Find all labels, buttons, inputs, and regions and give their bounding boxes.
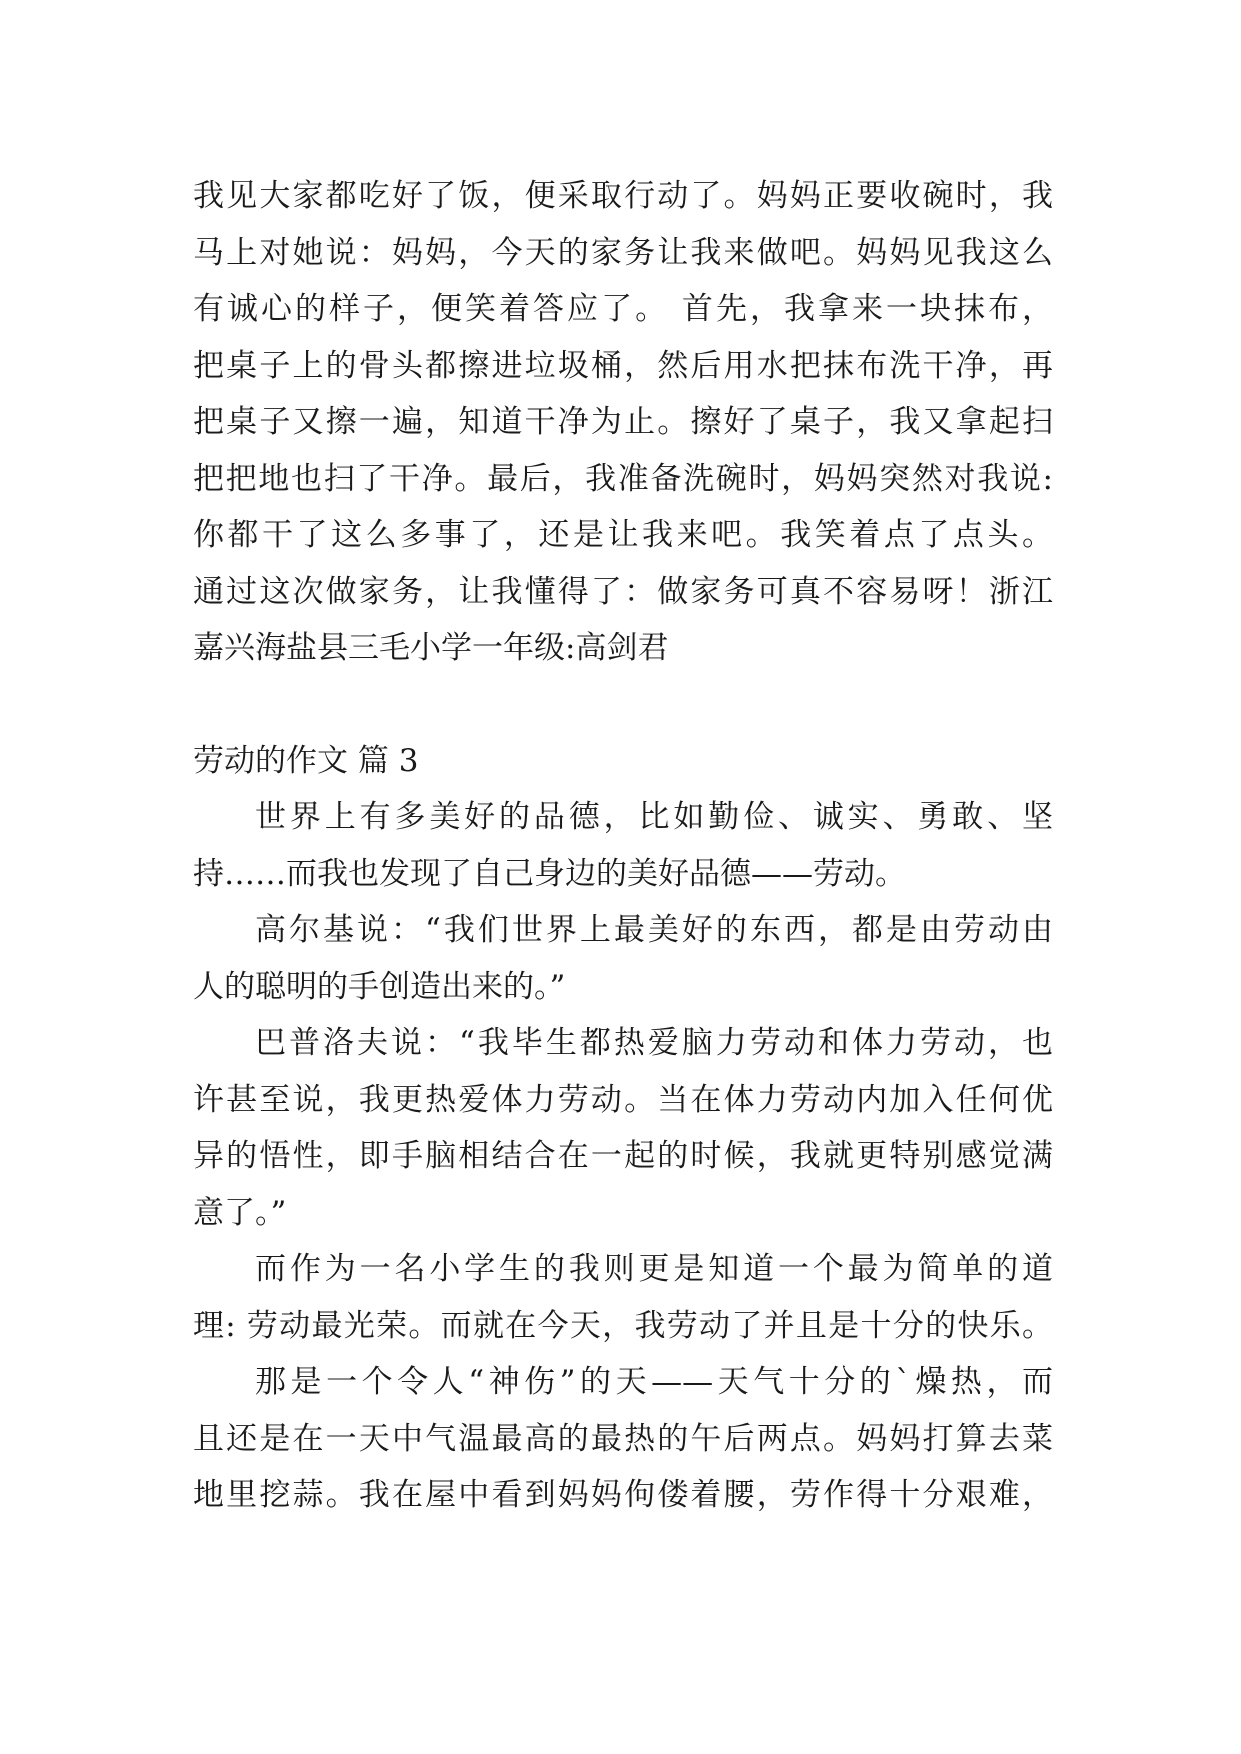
text-line: 世界上有多美好的品德，比如勤俭、诚实、勇敢、坚 bbox=[255, 799, 1053, 835]
text-line: 地里挖蒜。我在屋中看到妈妈佝偻着腰，劳作得十分艰难， bbox=[193, 1477, 1053, 1513]
text-line: 理: 劳动最光荣。而就在今天，我劳动了并且是十分的快乐。 bbox=[193, 1307, 1053, 1344]
text-line: 高尔基说：“我们世界上最美好的东西，都是由劳动由 bbox=[255, 912, 1053, 948]
text-line: 嘉兴海盐县三毛小学一年级:高剑君 bbox=[193, 630, 669, 666]
text-line: 意了。” bbox=[193, 1194, 287, 1231]
text-line: 那是一个令人“神伤”的天——天气十分的`燥热，而 bbox=[255, 1364, 1053, 1400]
paragraph-hot-day bbox=[193, 1354, 1053, 1524]
section-heading: 劳动的作文 篇 3 bbox=[193, 742, 419, 779]
section-gap bbox=[193, 677, 1053, 733]
text-line: 异的悟性，即手脑相结合在一起的时候，我就更特别感觉满 bbox=[193, 1138, 1053, 1174]
text-line: 而作为一名小学生的我则更是知道一个最为简单的道 bbox=[255, 1251, 1053, 1287]
text-line: 巴普洛夫说：“我毕生都热爱脑力劳动和体力劳动，也 bbox=[255, 1025, 1053, 1061]
paragraph-virtues bbox=[193, 789, 1053, 902]
text-line: 且还是在一天中气温最高的最热的午后两点。妈妈打算去菜 bbox=[193, 1420, 1053, 1457]
previous-essay-paragraph bbox=[193, 168, 1053, 677]
text-line: 持……而我也发现了自己身边的美好品德——劳动。 bbox=[193, 855, 906, 892]
text-line: 你都干了这么多事了，还是让我来吧。我笑着点了点头。 bbox=[193, 517, 1053, 553]
paragraph-labor-glory bbox=[193, 1241, 1053, 1354]
paragraph-gorky-quote bbox=[193, 902, 1053, 1015]
text-line: 把把地也扫了干净。最后，我准备洗碗时，妈妈突然对我说: bbox=[193, 460, 1053, 497]
text-line: 人的聪明的手创造出来的。” bbox=[193, 968, 566, 1005]
text-line: 许甚至说，我更热爱体力劳动。当在体力劳动内加入任何优 bbox=[193, 1081, 1053, 1118]
text-line: 我见大家都吃好了饭，便采取行动了。妈妈正要收碗时，我 bbox=[193, 178, 1053, 214]
text-line: 把桌子上的骨头都擦进垃圾桶，然后用水把抹布洗干净，再 bbox=[193, 347, 1053, 384]
text-line: 有诚心的样子，便笑着答应了。 首先，我拿来一块抹布， bbox=[193, 291, 1053, 327]
text-line: 通过这次做家务，让我懂得了：做家务可真不容易呀！浙江 bbox=[193, 573, 1053, 610]
paragraph-pavlov-quote bbox=[193, 1015, 1053, 1241]
text-line: 把桌子又擦一遍，知道干净为止。擦好了桌子，我又拿起扫 bbox=[193, 404, 1053, 440]
text-line: 马上对她说：妈妈，今天的家务让我来做吧。妈妈见我这么 bbox=[193, 234, 1053, 271]
document-body bbox=[193, 168, 1053, 1524]
